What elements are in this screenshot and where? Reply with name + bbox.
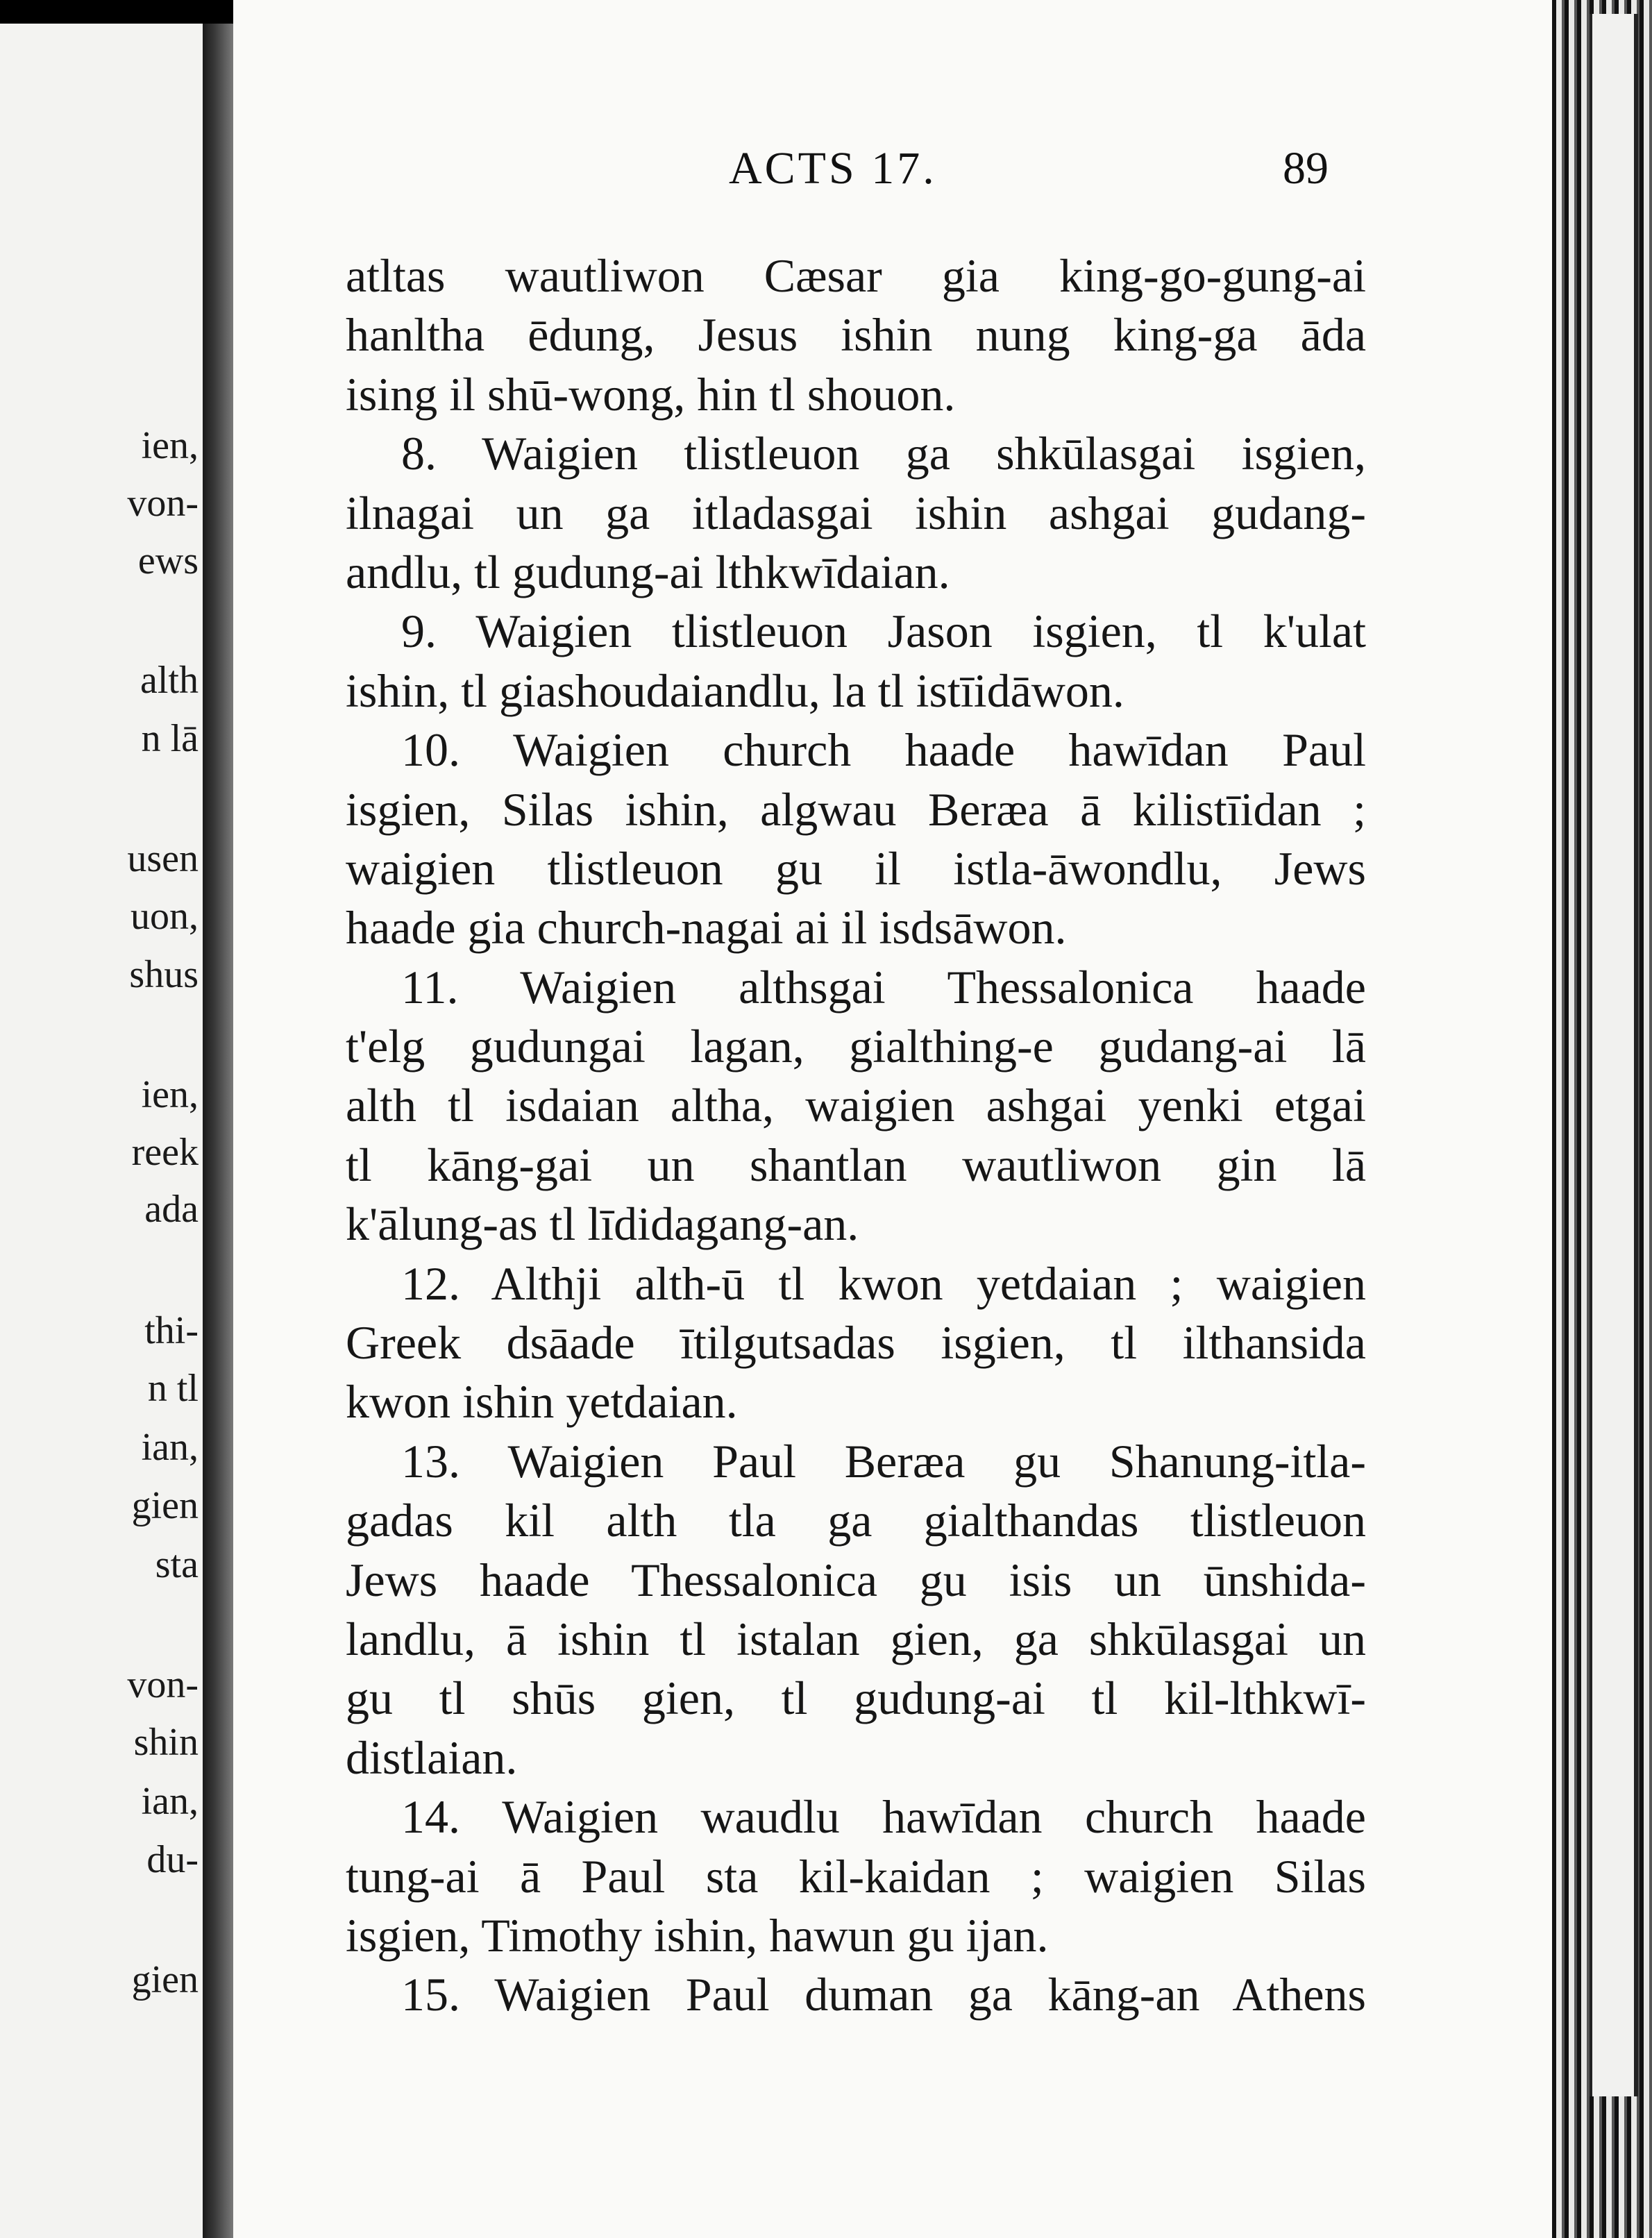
text-line: 11. Waigien althsgai Thessalonica haade xyxy=(401,960,1366,1013)
facing-page-fragment: ian, xyxy=(141,1780,199,1823)
facing-page-fragment: ien, xyxy=(141,424,199,467)
text-line: haade gia church-nagai ai il isdsāwon. xyxy=(346,901,1067,954)
text-line: kwon ishin yetdaian. xyxy=(346,1375,738,1429)
text-line: isgien, Silas ishin, algwau Beræa ā kilistīidan ; xyxy=(346,782,1366,836)
facing-page-fragment: ian, xyxy=(141,1426,199,1469)
facing-page-text-fragments xyxy=(0,24,203,2238)
text-line: alth tl isdaian altha, waigien ashgai yenki etgai xyxy=(346,1079,1366,1132)
facing-page-fragment: uon, xyxy=(130,895,199,938)
text-line: 8. Waigien tlistleuon ga shkūlasgai isgien, xyxy=(401,427,1366,480)
facing-page-fragment: thi- xyxy=(144,1309,199,1352)
facing-page-fragment: shin xyxy=(133,1721,199,1764)
facing-page-fragment: ien, xyxy=(141,1073,199,1116)
text-line: landlu, ā ishin tl istalan gien, ga shkūlasgai un xyxy=(346,1612,1366,1665)
facing-page-fragment: usen xyxy=(127,837,199,880)
text-line: Greek dsāade ītilgutsadas isgien, tl ilthansida xyxy=(346,1316,1366,1370)
text-line: distlaian. xyxy=(346,1731,518,1784)
text-line: Jews haade Thessalonica gu isis un ūnshida- xyxy=(346,1553,1366,1606)
body-text xyxy=(346,246,1366,2025)
text-line: tung-ai ā Paul sta kil-kaidan ; waigien Silas xyxy=(346,1849,1366,1903)
text-line: ilnagai un ga itladasgai ishin ashgai gudang- xyxy=(346,486,1366,539)
facing-page-fragment: sta xyxy=(155,1543,199,1586)
page-number: 89 xyxy=(1283,143,1329,194)
facing-page-fragment: du- xyxy=(146,1838,199,1881)
facing-page-fragment: reek xyxy=(131,1131,199,1174)
text-line: ishin, tl giashoudaiandlu, la tl istīidāwon. xyxy=(346,664,1124,717)
page-edge-inner xyxy=(1590,14,1638,2096)
facing-page-fragment: shus xyxy=(129,953,199,996)
facing-page-fragment: alth xyxy=(140,659,199,702)
book-gutter xyxy=(203,24,233,2238)
text-line: t'elg gudungai lagan, gialthing-e gudang-ai lā xyxy=(346,1020,1366,1073)
running-title: ACTS 17. xyxy=(729,143,937,194)
text-line: waigien tlistleuon gu il istla-āwondlu, Jews xyxy=(346,841,1366,895)
text-line: gadas kil alth tla ga gialthandas tlistleuon xyxy=(346,1494,1366,1547)
text-line: 14. Waigien waudlu hawīdan church haade xyxy=(401,1790,1366,1844)
text-line: atltas wautliwon Cæsar gia king-go-gung-ai xyxy=(346,249,1366,302)
facing-page-fragment: ada xyxy=(144,1188,199,1231)
text-line: 10. Waigien church haade hawīdan Paul xyxy=(401,723,1366,777)
facing-page-fragment: von- xyxy=(127,482,199,525)
facing-page-fragment: n lā xyxy=(141,717,199,760)
text-line: andlu, tl gudung-ai lthkwīdaian. xyxy=(346,545,950,598)
text-line: 13. Waigien Paul Beræa gu Shanung-itla- xyxy=(401,1434,1366,1488)
text-line: hanltha ēdung, Jesus ishin nung king-ga āda xyxy=(346,308,1366,362)
facing-page-fragment: gien xyxy=(131,1958,199,2001)
facing-page-fragment: ews xyxy=(137,539,199,582)
text-line: tl kāng-gai un shantlan wautliwon gin lā xyxy=(346,1138,1366,1191)
facing-page-fragment: von- xyxy=(127,1663,199,1706)
text-line: gu tl shūs gien, tl gudung-ai tl kil-lthkwī- xyxy=(346,1672,1366,1725)
text-line: 12. Althji alth-ū tl kwon yetdaian ; waigien xyxy=(401,1256,1366,1310)
facing-page-fragment: gien xyxy=(131,1484,199,1527)
text-line: 9. Waigien tlistleuon Jason isgien, tl k'ulat xyxy=(401,605,1366,658)
text-line: k'ālung-as tl līdidagang-an. xyxy=(346,1197,859,1251)
text-line: ising il shū-wong, hin tl shouon. xyxy=(346,367,956,421)
facing-page-left xyxy=(0,24,203,2238)
text-line: 15. Waigien Paul duman ga kāng-an Athens xyxy=(401,1968,1366,2021)
text-line: isgien, Timothy ishin, hawun gu ijan. xyxy=(346,1908,1049,1962)
facing-page-fragment: n tl xyxy=(147,1367,199,1410)
